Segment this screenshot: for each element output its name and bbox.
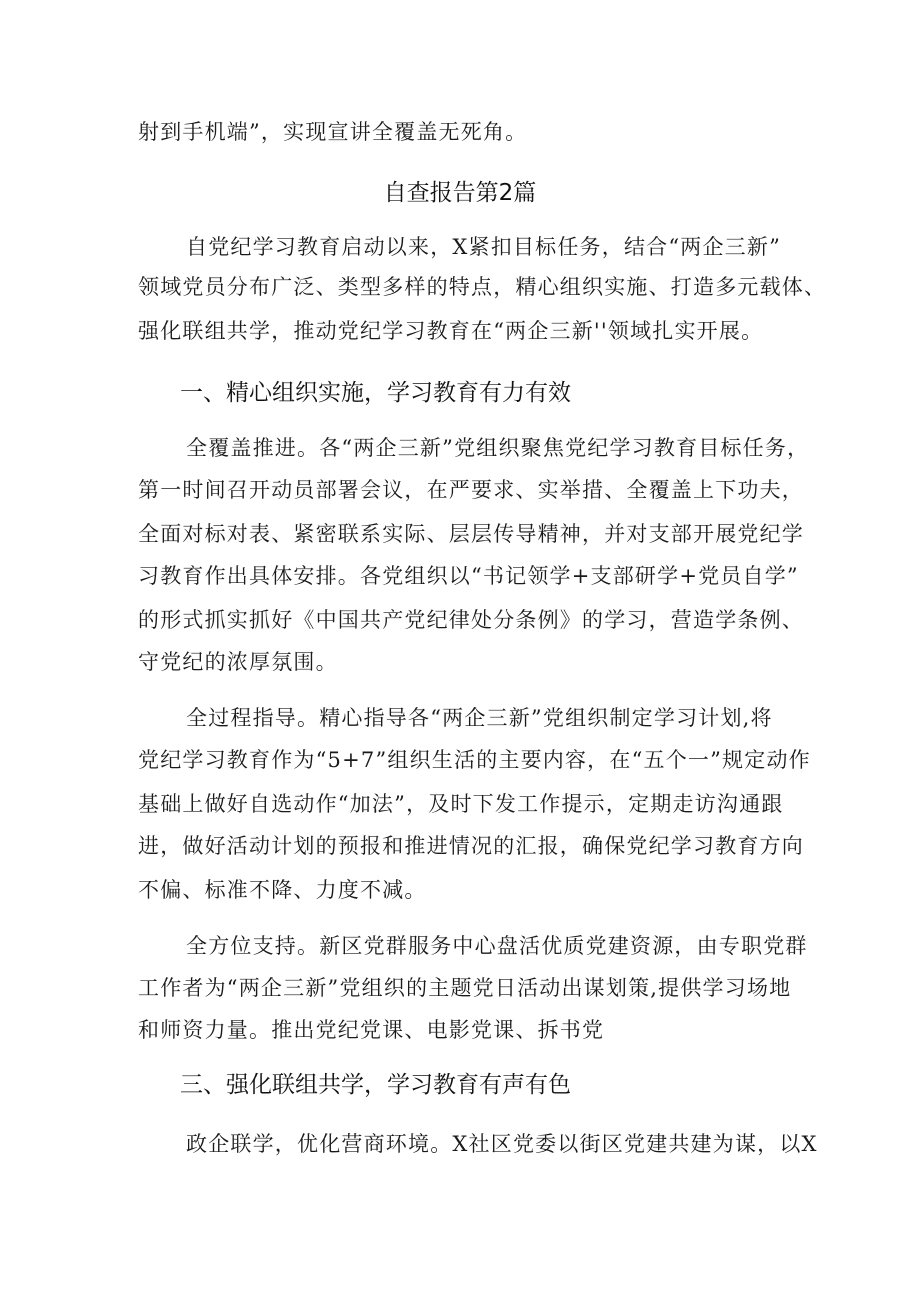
section1-heading: 一、精心组织实施，学习教育有力有效 <box>180 380 571 406</box>
section1-para3-line-3: 和师资力量。推出党纪党课、电影党课、拆书党 <box>138 1018 605 1042</box>
opening-line-1: 自党纪学习教育启动以来，X紧扣目标任务，结合“两企三新” <box>186 235 782 259</box>
section1-para3-line-2: 工作者为“两企三新”党组织的主题党日活动出谋划策,提供学习场地 <box>138 976 792 1000</box>
opening-line-3: 强化联组共学，推动党纪学习教育在“两企三新''领域扎实开展。 <box>138 319 764 343</box>
section3-para1-line-1: 政企联学，优化营商环境。X社区党委以街区党建共建为谋，以X <box>186 1132 818 1156</box>
section1-para1-line-3: 全面对标对表、紧密联系实际、层层传导精神，并对支部开展党纪学 <box>138 522 804 546</box>
section1-para1-line-6: 守党纪的浓厚氛围。 <box>138 650 338 674</box>
opening-line-2: 领域党员分布广泛、类型多样的特点，精心组织实施、打造多元载体、 <box>138 275 827 299</box>
section1-para3-line-1: 全方位支持。新区党群服务中心盘活优质党建资源，由专职党群 <box>186 934 808 958</box>
section1-para1-line-2: 第一时间召开动员部署会议，在严要求、实举措、全覆盖上下功夫， <box>138 478 804 502</box>
section1-para2-line-4: 进，做好活动计划的预报和推进情况的汇报，确保党纪学习教育方向 <box>138 834 804 858</box>
section1-para1-line-5: 的形式抓实抓好《中国共产党纪律处分条例》的学习，营造学条例、 <box>138 608 804 632</box>
section1-para2-line-5: 不偏、标准不降、力度不减。 <box>138 878 427 902</box>
section1-para2-line-3: 基础上做好自选动作“加法”，及时下发工作提示，定期走访沟通跟 <box>138 792 784 816</box>
section3-heading: 三、强化联组共学，学习教育有声有色 <box>180 1072 571 1098</box>
intro-tail-line: 射到手机端”，实现宣讲全覆盖无死角。 <box>138 120 528 144</box>
section1-para2-line-2: 党纪学习教育作为“5+7”组织生活的主要内容，在“五个一”规定动作 <box>138 748 811 772</box>
section1-para1-line-4: 习教育作出具体安排。各党组织以“书记领学+支部研学+党员自学” <box>138 564 799 588</box>
section1-para1-line-1: 全覆盖推进。各“两企三新”党组织聚焦党纪学习教育目标任务， <box>186 436 810 460</box>
section1-para2-line-1: 全过程指导。精心指导各“两企三新”党组织制定学习计划,将 <box>186 706 773 730</box>
document-title: 自查报告第2篇 <box>383 180 537 206</box>
